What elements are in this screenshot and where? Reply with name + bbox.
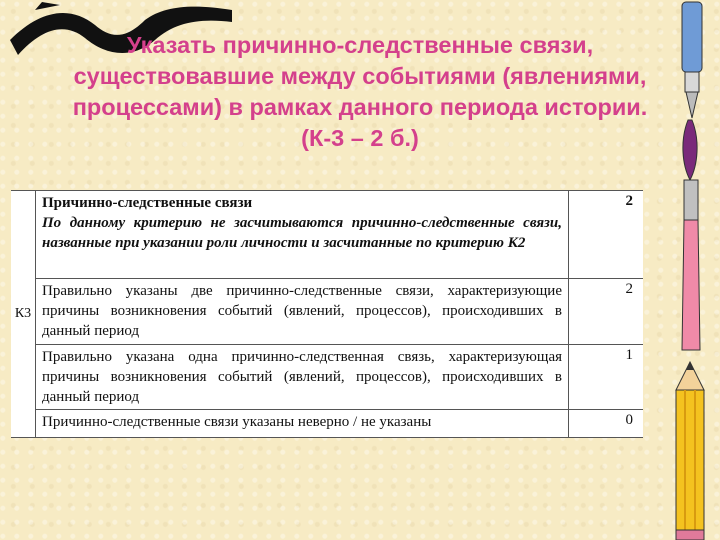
table-row bbox=[11, 279, 643, 344]
criterion-description: Правильно указана одна причинно-следственная связь, характеризующая причины возникновения событий (явлений, процессов), происходивших в данный период bbox=[36, 344, 569, 409]
pencil-icon bbox=[676, 362, 704, 540]
criterion-description: Причинно-следственные связи указаны неверно / не указаны bbox=[36, 409, 569, 437]
paintbrush-icon bbox=[682, 120, 700, 350]
score-cell: 0 bbox=[569, 409, 644, 437]
criterion-header: Причинно-следственные связи bbox=[42, 195, 253, 211]
criterion-note: По данному критерию не засчитываются причинно-следственные связи, названные при указании роли личности и засчитанные по критерию К2 bbox=[42, 215, 562, 251]
score-cell: 2 bbox=[569, 279, 644, 344]
criterion-header-cell bbox=[36, 191, 569, 279]
table-row bbox=[11, 409, 643, 437]
criterion-code: К3 bbox=[11, 191, 36, 438]
criterion-description: Правильно указаны две причинно-следственные связи, характеризующие причины возникновения событий (явлений, процессов), происходивших в данный период bbox=[36, 279, 569, 344]
score-cell: 1 bbox=[569, 344, 644, 409]
pen-nib-icon bbox=[682, 2, 702, 118]
score-cell: 2 bbox=[569, 191, 644, 279]
criteria-table bbox=[11, 190, 643, 438]
table-row bbox=[11, 191, 643, 279]
page-title: Указать причинно-следственные связи, существовавшие между событиями (явлениями, процессами) в рамках данного периода истории. (К-3 – 2 б.) bbox=[72, 32, 648, 151]
table-row bbox=[11, 344, 643, 409]
